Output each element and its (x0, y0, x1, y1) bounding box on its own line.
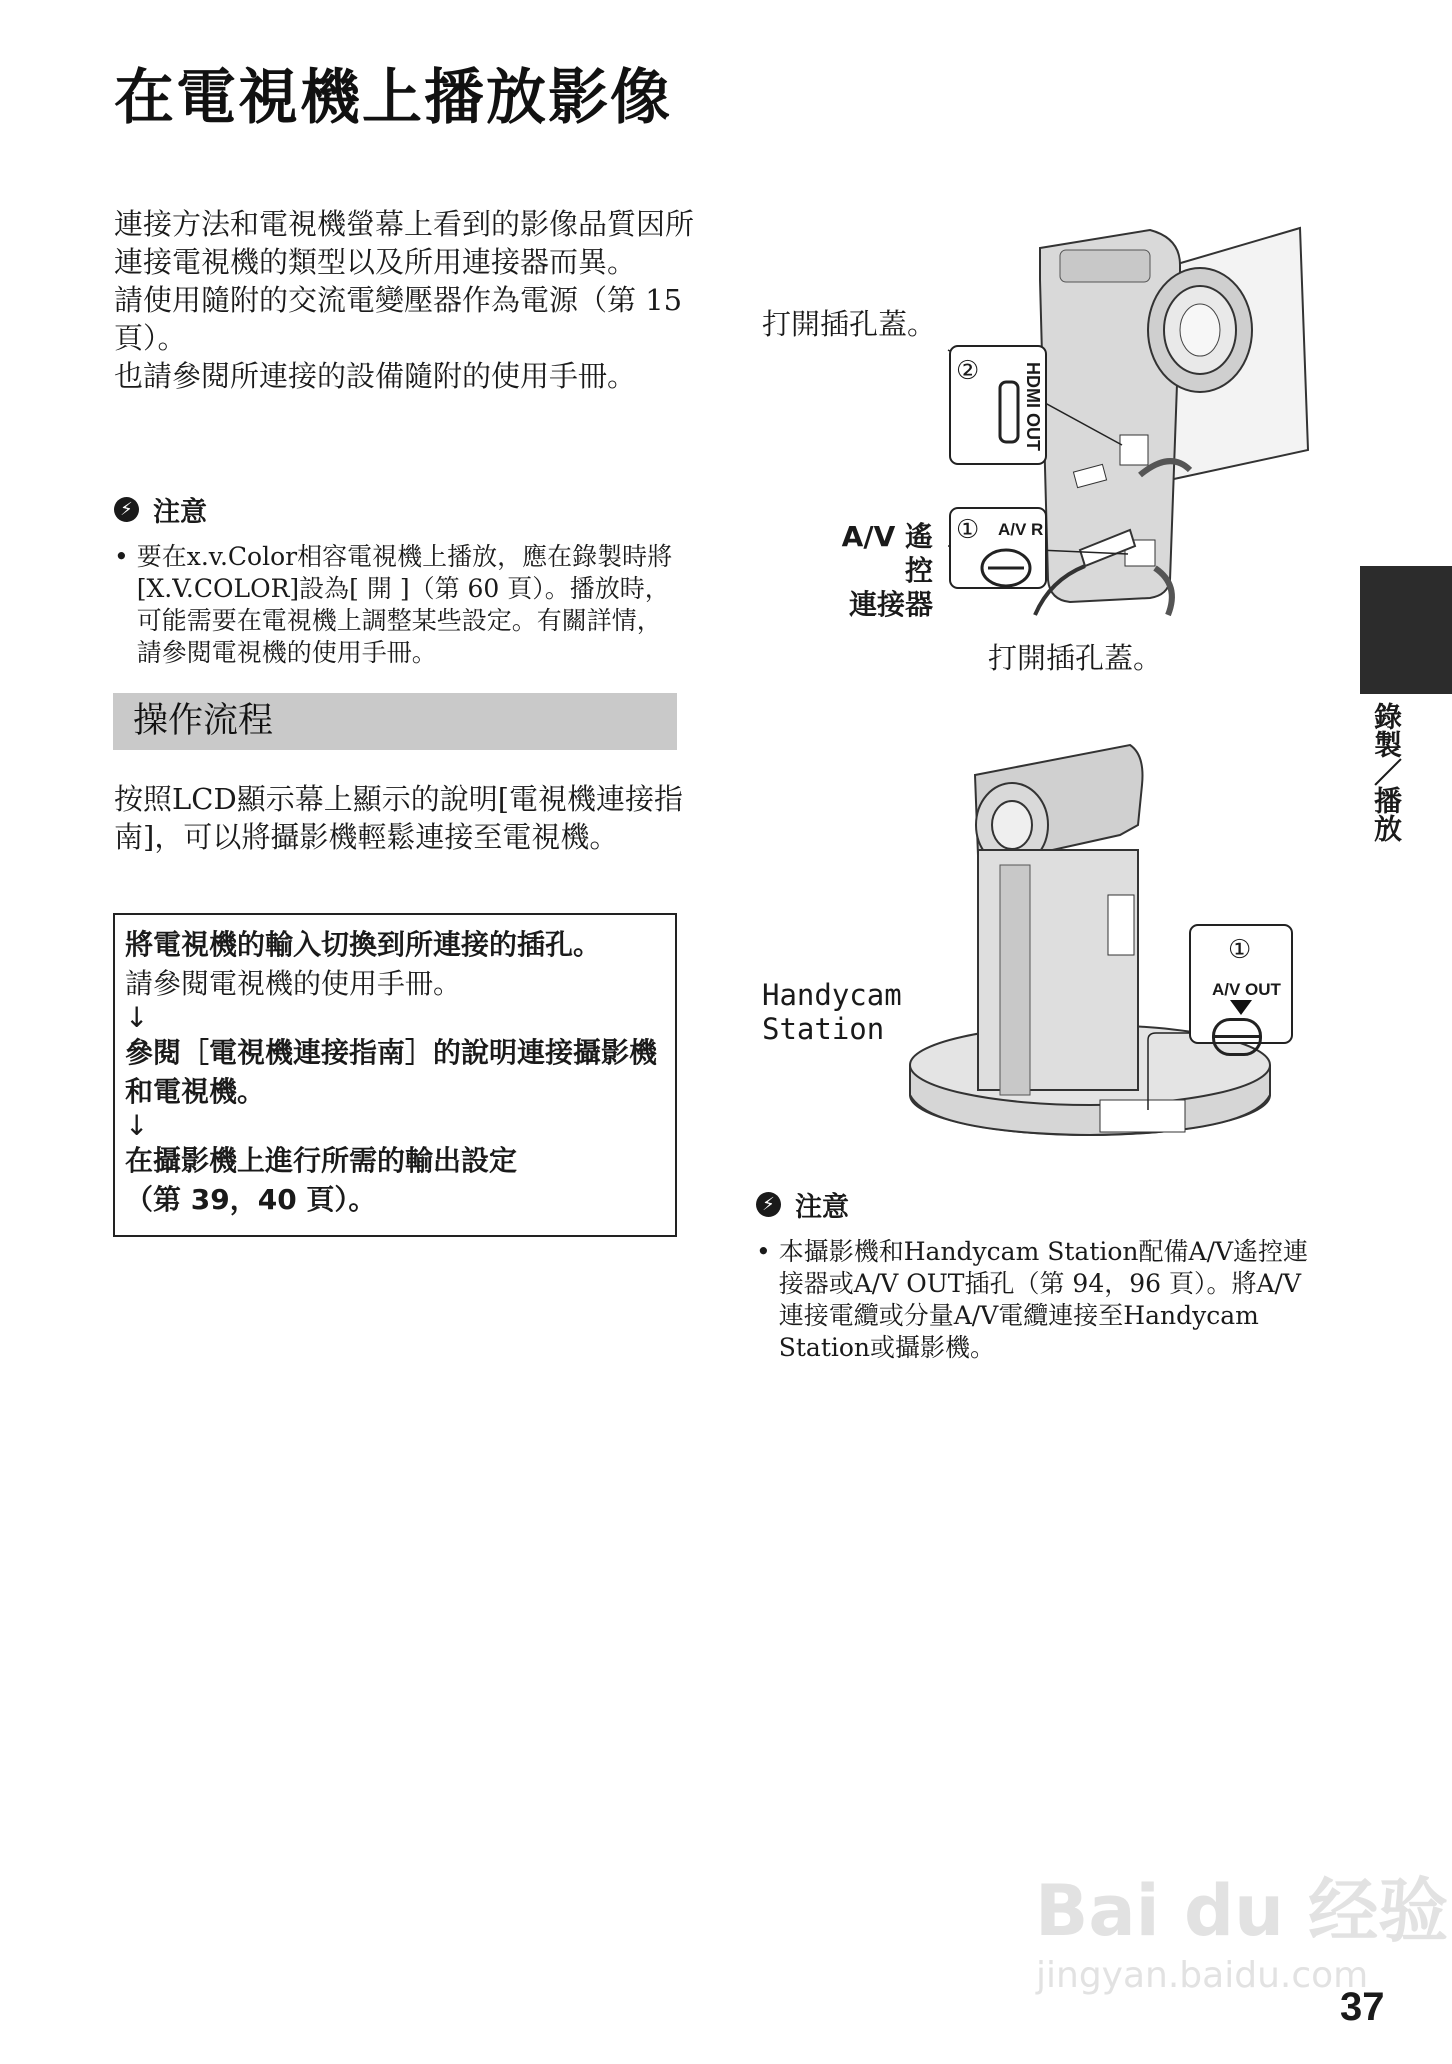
intro-text (114, 205, 694, 395)
flow-step-1-title: 將電視機的輸入切換到所連接的插孔。 (125, 928, 602, 961)
note-2-bullet: • 本攝影機和Handycam Station配備A/V遙控連接器或A/V OUT插孔（第 94，96 頁）。將A/V連接電纜或分量A/V電纜連接至Handycam Station或攝影機。 (756, 1237, 1309, 1362)
flow-step-3-title: 在攝影機上進行所需的輸出設定 (125, 1144, 518, 1177)
watermark-url: jingyan.baidu.com (1036, 1955, 1369, 1996)
note-1 (114, 490, 686, 669)
flow-step-1-text: 請參閱電視機的使用手冊。 (125, 967, 462, 1000)
page-title: 在電視機上播放影像 (114, 63, 672, 133)
note-2 (756, 1185, 1326, 1364)
speaker-grille (1060, 250, 1150, 282)
lens-glass (1180, 304, 1220, 356)
handycam-station-illustration (900, 725, 1320, 1145)
note-1-bullet: • 要在x.v.Color相容電視機上播放，應在錄製時將[X.V.COLOR]設為[ 開 ]（第 60 頁）。播放時，可能需要在電視機上調整某些設定。有關詳情，請參閱電視機的使用手冊。 (114, 542, 673, 667)
note-2-heading: ⚡ 注意 (756, 1185, 1326, 1224)
hdmi-out-label: HDMI OUT (1023, 362, 1043, 451)
page-number: 37 (1340, 1985, 1385, 2029)
camera-side-door (1108, 895, 1134, 955)
avr-port-label: A/V R (998, 520, 1044, 539)
caution-icon: ⚡ (114, 497, 139, 522)
caution-icon: ⚡ (756, 1192, 781, 1217)
flow-steps-box (113, 913, 677, 1237)
hdmi-port-icon (1000, 382, 1018, 442)
station-ports (1100, 1100, 1185, 1132)
callout-number-2: ② (956, 356, 980, 386)
flow-step-3-text: （第 39，40 頁）。 (125, 1183, 377, 1216)
chapter-tab (1360, 566, 1452, 694)
down-arrow-icon: ↓ (125, 1001, 149, 1034)
down-arrow-icon: ↓ (125, 1109, 149, 1142)
callout-number-1: ① (956, 515, 980, 545)
flow-intro: 按照LCD顯示幕上顯示的說明[電視機連接指南]，可以將攝影機輕鬆連接至電視機。 (114, 782, 684, 854)
callout-number-1-station: ① (1228, 935, 1252, 965)
hdmi-port-door (1120, 435, 1148, 465)
flow-step-2-title: 參閱［電視機連接指南］的說明連接攝影機和電視機。 (125, 1036, 658, 1108)
chapter-tab-label: 錄製／播放 (1370, 702, 1403, 842)
handycam-station-label: Handycam Station (762, 978, 902, 1046)
note-1-heading: ⚡ 注意 (114, 490, 686, 529)
watermark-logo: Bai du 经验 (1035, 1870, 1449, 1952)
intro-paragraph-1: 連接方法和電視機螢幕上看到的影像品質因所連接電視機的類型以及所用連接器而異。 (114, 207, 695, 279)
intro-paragraph-3: 也請參閱所連接的設備隨附的使用手冊。 (114, 359, 637, 393)
open-cover-label-bottom: 打開插孔蓋。 (988, 641, 1163, 675)
av-out-port-icon (1212, 1018, 1262, 1056)
intro-paragraph-2: 請使用隨附的交流電變壓器作為電源（第 15 頁）。 (114, 283, 683, 355)
av-out-label: A/V OUT (1212, 980, 1281, 999)
open-cover-label-top: 打開插孔蓋。 (762, 307, 937, 341)
section-heading: 操作流程 (113, 693, 677, 750)
av-remote-connector-label: A/V 遙控 連接器 (841, 520, 933, 621)
camera-lens (992, 801, 1032, 849)
